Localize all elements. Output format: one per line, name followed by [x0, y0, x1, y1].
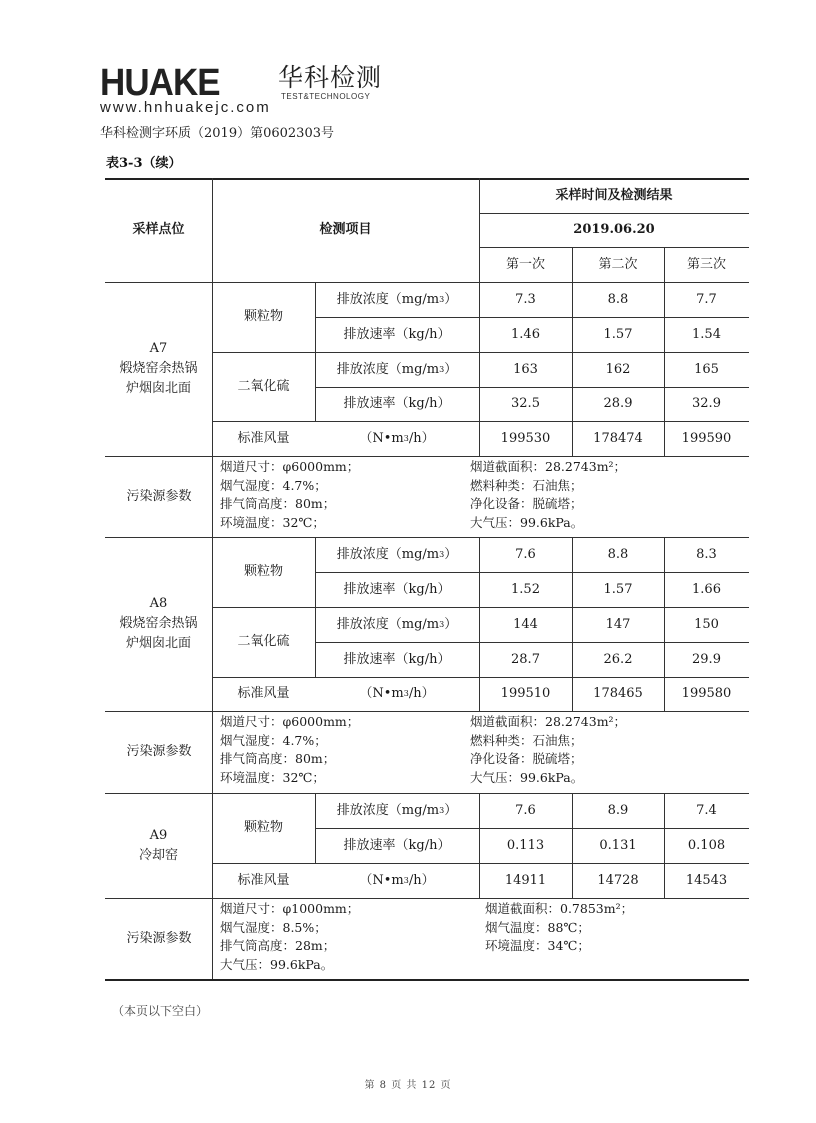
grid-line: [212, 456, 213, 537]
results-table: [105, 178, 749, 981]
site-name: 煅烧窑余热锅炉烟囱北面: [119, 616, 198, 651]
source-params-label: 污染源参数: [126, 930, 192, 946]
value-cell: 14728: [597, 872, 639, 888]
pollutant-so2: 二氧化硫: [237, 378, 290, 394]
params-right: 烟道截面积：28.2743m²； 燃料种类：石油焦； 净化设备：脱硫塔； 大气压：99.6kPa。: [470, 714, 627, 785]
metric-concentration: 排放浓度（mg/m 3 ）: [336, 616, 458, 632]
value-cell: 8.3: [696, 546, 717, 562]
value-cell: 14543: [685, 872, 728, 888]
metric-flow: 标准风量: [237, 872, 290, 888]
value-cell: 32.9: [692, 396, 721, 411]
site-code: A8: [149, 596, 168, 611]
site-name: 冷却窑: [138, 847, 178, 863]
value-cell: 28.9: [603, 396, 633, 411]
blank-note: （本页以下空白）: [112, 1004, 209, 1018]
pollutant-so2: 二氧化硫: [237, 634, 290, 649]
grid-line: [105, 711, 749, 712]
page-footer: 第 8 页 共 12 页: [364, 1080, 452, 1091]
company-name-en: TEST&TECHNOLOGY: [281, 92, 371, 101]
value-cell: 1.57: [603, 326, 633, 342]
params-left: 烟道尺寸：φ6000mm； 烟气湿度：4.7%； 排气筒高度：80m； 环境温度：32℃；: [220, 714, 360, 785]
header-run-3: 第三次: [686, 256, 726, 272]
metric-rate: 排放速率（kg/h）: [343, 651, 451, 667]
value-cell: 199590: [681, 430, 732, 446]
metric-concentration: 排放浓度（mg/m 3 ）: [336, 546, 458, 562]
value-cell: 162: [605, 361, 631, 377]
site-code: A7: [149, 341, 168, 356]
site-cell-a8: [105, 537, 212, 711]
value-cell: 7.3: [515, 291, 536, 307]
grid-line: [212, 711, 213, 793]
pollutant-particulate: 颗粒物: [243, 309, 283, 324]
value-cell: 1.54: [692, 326, 721, 342]
metric-flow-unit: （N•m 3 /h）: [359, 686, 435, 701]
pollutant-particulate: 颗粒物: [243, 820, 283, 835]
value-cell: 7.6: [515, 802, 536, 818]
table-bottom-rule: [105, 979, 749, 981]
grid-line: [212, 898, 213, 979]
value-cell: 150: [694, 616, 719, 632]
value-cell: 163: [513, 361, 538, 377]
metric-concentration: 排放浓度（mg/m 3 ）: [336, 361, 458, 377]
grid-line: [105, 898, 749, 899]
value-cell: 199580: [681, 686, 732, 701]
value-cell: 7.7: [696, 291, 717, 307]
report-number: 华科检测字环质（2019）第0602303号: [100, 126, 334, 141]
site-cell-a9: [105, 793, 212, 898]
metric-rate: 排放速率（kg/h）: [343, 837, 451, 853]
value-cell: 178465: [593, 686, 643, 701]
header-item: 检测项目: [319, 222, 372, 237]
metric-rate: 排放速率（kg/h）: [343, 396, 451, 411]
value-cell: 144: [513, 616, 538, 632]
value-cell: 8.8: [607, 291, 629, 307]
value-cell: 199510: [500, 686, 551, 701]
header-run-1: 第一次: [505, 256, 545, 272]
site-code: A9: [149, 827, 168, 843]
metric-flow: 标准风量: [237, 430, 290, 446]
metric-flow-unit: （N•m 3 /h）: [359, 430, 435, 446]
value-cell: 8.8: [607, 546, 629, 562]
header-results: 采样时间及检测结果: [555, 187, 673, 203]
value-cell: 29.9: [692, 651, 721, 667]
value-cell: 178474: [593, 430, 643, 446]
value-cell: 147: [605, 616, 631, 632]
value-cell: 8.9: [607, 802, 629, 818]
source-params-label: 污染源参数: [126, 744, 192, 759]
value-cell: 1.46: [511, 326, 540, 342]
value-cell: 1.66: [692, 581, 721, 597]
params-right: 烟道截面积：0.7853m²； 烟气温度：88℃； 环境温度：34℃；: [485, 901, 634, 953]
site-cell-a7: [105, 282, 212, 456]
value-cell: 14911: [504, 872, 547, 888]
params-right: 烟道截面积：28.2743m²； 燃料种类：石油焦； 净化设备：脱硫塔； 大气压：99.6kPa。: [470, 459, 627, 530]
metric-concentration: 排放浓度（mg/m 3 ）: [336, 291, 458, 307]
metric-rate: 排放速率（kg/h）: [343, 581, 451, 597]
params-left: 烟道尺寸：φ6000mm； 烟气湿度：4.7%； 排气筒高度：80m； 环境温度：32℃；: [220, 459, 360, 530]
table-title: 表3-3（续）: [106, 156, 182, 171]
value-cell: 1.57: [603, 581, 633, 597]
value-cell: 1.52: [511, 581, 540, 597]
value-cell: 7.4: [696, 802, 717, 818]
company-name-cn: 华科检测: [278, 63, 383, 92]
grid-line: [105, 456, 749, 457]
company-logo-mark: HUAKE: [100, 62, 220, 104]
value-cell: 28.7: [511, 651, 540, 667]
value-cell: 165: [694, 361, 719, 377]
metric-flow-unit: （N•m 3 /h）: [359, 872, 435, 888]
metric-flow: 标准风量: [237, 686, 290, 701]
header-site: 采样点位: [132, 222, 185, 237]
source-params-label: 污染源参数: [126, 488, 192, 504]
metric-concentration: 排放浓度（mg/m 3 ）: [336, 802, 458, 818]
header-date: 2019.06.20: [573, 222, 655, 237]
site-name: 煅烧窑余热锅炉烟囱北面: [119, 361, 198, 396]
header-run-2: 第二次: [598, 256, 638, 272]
value-cell: 199530: [500, 430, 551, 446]
pollutant-particulate: 颗粒物: [243, 564, 283, 579]
value-cell: 7.6: [515, 546, 536, 562]
value-cell: 32.5: [511, 396, 540, 411]
company-website: www.hnhuakejc.com: [100, 99, 271, 116]
params-left: 烟道尺寸：φ1000mm； 烟气湿度：8.5%； 排气筒高度：28m； 大气压：99.6kPa。: [220, 901, 360, 972]
value-cell: 0.131: [599, 837, 637, 853]
value-cell: 0.113: [506, 837, 545, 853]
value-cell: 26.2: [603, 651, 633, 667]
value-cell: 0.108: [687, 837, 726, 853]
metric-rate: 排放速率（kg/h）: [343, 326, 451, 342]
